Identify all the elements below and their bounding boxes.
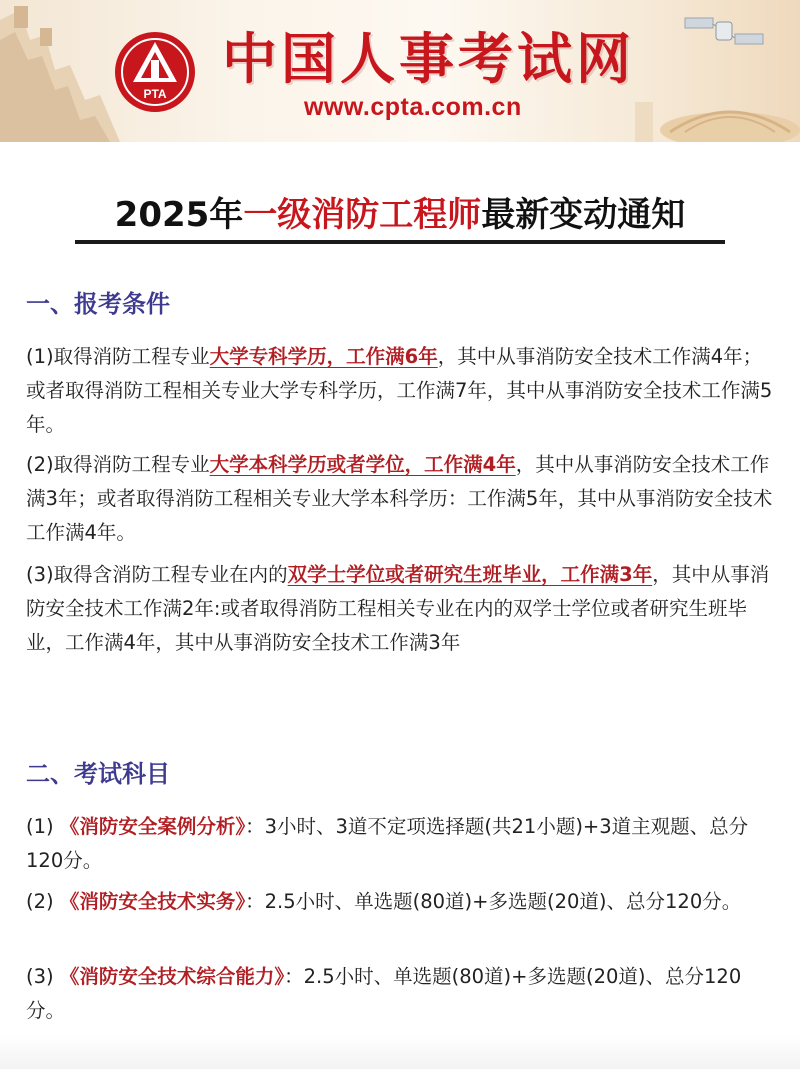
subject-item <box>26 810 778 878</box>
item-text-post: ，其中从事消防安全技术工作满3年；或者取得消防工程相关专业大学本科学历：工作满5年，其中从事消防安全技术工作满4年。 <box>26 453 773 544</box>
pta-logo <box>113 30 197 114</box>
brand-url[interactable]: www.cpta.com.cn <box>304 93 522 121</box>
subject-detail: ：3小时、3道不定项选择题(共21小题)+3道主观题、总分120分。 <box>26 815 749 872</box>
title-highlight: 一级消防工程师 <box>243 195 482 235</box>
title-prefix: 2025年 <box>114 195 244 235</box>
item-emphasis: 大学专科学历，工作满6年 <box>209 345 438 368</box>
item-number: (3) <box>26 965 60 988</box>
bottom-fade <box>0 1035 800 1069</box>
satellite-illustration <box>680 8 770 58</box>
subject-name: 《消防安全技术实务》 <box>59 890 246 913</box>
subject-name: 《消防安全技术综合能力》 <box>59 965 285 988</box>
section-heading-subjects: 二、考试科目 <box>26 760 170 788</box>
item-number: (2) <box>26 890 60 913</box>
item-text-post: ，其中从事消防安全技术工作满4年；或者取得消防工程相关专业大学专科学历，工作满7年，其中从事消防安全技术工作满5年。 <box>26 345 773 436</box>
item-text-pre: (3)取得含消防工程专业在内的 <box>26 563 288 586</box>
subject-item <box>26 885 778 919</box>
item-number: (1) <box>26 815 60 838</box>
item-text-pre: (1)取得消防工程专业 <box>26 345 210 368</box>
item-text-pre: (2)取得消防工程专业 <box>26 453 210 476</box>
item-emphasis: 双学士学位或者研究生班毕业，工作满3年 <box>287 563 653 586</box>
item-text-post: ，其中从事消防安全技术工作满2年:或者取得消防工程相关专业在内的双学士学位或者研究生班毕业，工作满4年，其中从事消防安全技术工作满3年 <box>26 563 770 654</box>
header-banner <box>0 0 800 142</box>
subject-name: 《消防安全案例分析》 <box>59 815 246 838</box>
subject-detail: ：2.5小时、单选题(80道)+多选题(20道)、总分120分。 <box>245 890 742 913</box>
logo-text: PTA <box>143 87 167 101</box>
title-underline <box>75 240 725 244</box>
great-wall-illustration <box>0 0 120 142</box>
title-suffix: 最新变动通知 <box>481 195 686 235</box>
section-heading-requirements: 一、报考条件 <box>26 290 170 318</box>
requirement-item <box>26 448 778 550</box>
buildings-illustration <box>630 72 800 142</box>
page-title <box>0 185 800 245</box>
subject-item <box>26 960 778 1028</box>
requirement-item <box>26 558 778 660</box>
subject-detail: ：2.5小时、单选题(80道)+多选题(20道)、总分120分。 <box>26 965 742 1022</box>
brand-name: 中国人事考试网 <box>222 27 636 91</box>
item-emphasis: 大学本科学历或者学位，工作满4年 <box>209 453 516 476</box>
requirement-item <box>26 340 778 442</box>
